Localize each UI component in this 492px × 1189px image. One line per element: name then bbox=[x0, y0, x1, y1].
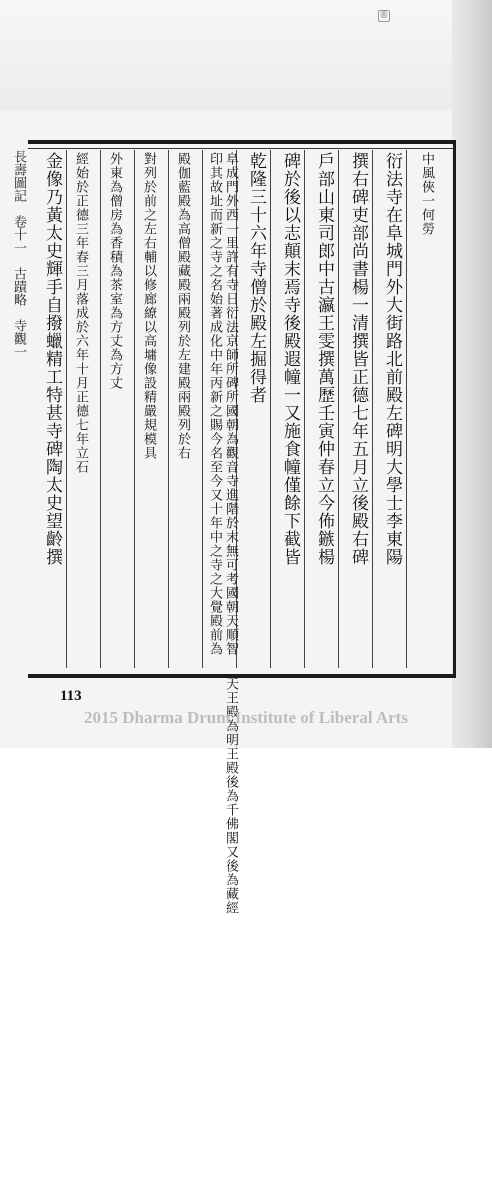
column-rule bbox=[372, 150, 373, 668]
page-edge-shadow bbox=[452, 0, 492, 748]
registered-mark-icon: ® bbox=[379, 11, 389, 21]
text-column-3: 撰右碑吏部尚書楊一清撰皆正德七年五月立後殿右碑 bbox=[348, 152, 368, 566]
text-column-7: 阜成門外西一里許有寺日衍法京師所碑所國朝為觀音寺進階於末無可考國朝天順智印其故址而新之寺之名始著成化中年丙新之賜今名至今又十年中之寺之大覺殿前為天王殿為明王殿後為千佛閣又後為藏經 bbox=[207, 152, 238, 915]
watermark: 2015 Dharma Drum Institute of Liberal Arts bbox=[84, 708, 408, 727]
column-rule bbox=[338, 150, 339, 668]
column-rule bbox=[304, 150, 305, 668]
column-rule bbox=[202, 150, 203, 668]
text-column-10: 外東為僧房為香積為茶室為方丈為方丈 bbox=[107, 152, 122, 390]
column-rule bbox=[134, 150, 135, 668]
page-number: 113 bbox=[60, 688, 82, 704]
column-rule bbox=[66, 150, 67, 668]
column-rule bbox=[100, 150, 101, 668]
text-column-9: 對列於前之左右輔以修廊繚以高墉像設精嚴規模具 bbox=[141, 152, 156, 460]
text-column-11: 經始於正德三年春三月落成於六年十月正德七年立石 bbox=[73, 152, 88, 474]
text-column-13: 金像乃黃太史輝手自撥蠟精工特甚寺碑陶太史望齡撰 bbox=[42, 152, 62, 566]
column-rule bbox=[168, 150, 169, 668]
column-rule bbox=[406, 150, 407, 668]
text-column-8: 殿伽藍殿為高僧殿藏殿兩殿列於左建殿兩殿列於右 bbox=[175, 152, 190, 460]
text-column-5: 碑於後以志顛末焉寺後殿遐幢一又施食幢僅餘下截皆 bbox=[280, 152, 300, 566]
paper-top-area bbox=[0, 0, 492, 110]
text-column-6: 乾隆三十六年寺僧於殿左掘得者 bbox=[246, 152, 266, 404]
text-column-2: 衍法寺在阜城門外大街路北前殿左碑明大學士李東陽 bbox=[382, 152, 402, 566]
column-rule bbox=[270, 150, 271, 668]
text-column-4: 戶部山東司郎中古瀛王雯撰萬歷壬寅仲春立今佈鏃楊 bbox=[314, 152, 334, 566]
margin-header: 長壽圖記 卷十一 古蹟略 寺觀一 bbox=[11, 150, 26, 358]
frame-inner-rule bbox=[28, 148, 453, 149]
text-column-1: 中風俠一何勞 bbox=[419, 152, 434, 236]
